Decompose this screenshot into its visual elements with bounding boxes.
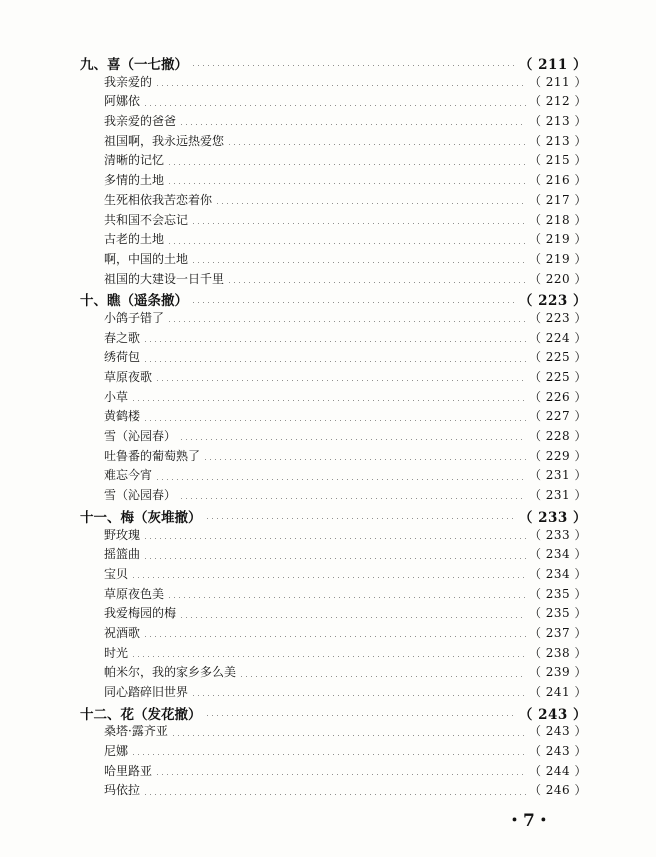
entry-page-number: （ 223 ）	[528, 310, 587, 325]
toc-entry	[80, 368, 587, 388]
toc-entry	[80, 73, 587, 93]
dot-leader	[191, 223, 526, 224]
entry-page-number: （ 225 ）	[528, 350, 587, 365]
entry-title: 黄鹤楼	[104, 409, 141, 424]
toc-entry	[80, 466, 587, 486]
entry-page-number: （ 218 ）	[528, 212, 587, 227]
dot-leader	[143, 105, 526, 106]
dot-leader	[143, 794, 526, 795]
entry-title: 清晰的记忆	[104, 153, 165, 168]
entry-title: 生死相依我苦恋着你	[104, 192, 213, 207]
dot-leader	[143, 636, 526, 637]
entry-title: 哈里路亚	[104, 763, 153, 778]
entry-title: 我亲爱的	[104, 74, 153, 89]
entry-title: 玛依拉	[104, 783, 141, 798]
dot-leader	[155, 774, 526, 775]
dot-leader	[167, 164, 526, 165]
entry-title: 小草	[104, 389, 129, 404]
toc-section-heading	[80, 703, 587, 723]
dot-leader	[179, 498, 526, 499]
entry-title: 啊，中国的土地	[104, 251, 189, 266]
entry-page-number: （ 233 ）	[518, 509, 587, 526]
entry-page-number: （ 226 ）	[528, 389, 587, 404]
dot-leader	[143, 558, 526, 559]
dot-leader	[227, 144, 526, 145]
entry-title: 祝酒歌	[104, 625, 141, 640]
entry-page-number: （ 217 ）	[528, 192, 587, 207]
entry-title: 摇篮曲	[104, 547, 141, 562]
table-of-contents	[80, 53, 587, 801]
entry-title: 吐鲁番的葡萄熟了	[104, 448, 201, 463]
entry-title: 十一、梅（灰堆撤）	[80, 509, 202, 526]
toc-entry	[80, 663, 587, 683]
dot-leader	[205, 518, 516, 519]
entry-title: 祖国啊，我永远热爱您	[104, 133, 225, 148]
entry-page-number: （ 224 ）	[528, 330, 587, 345]
entry-title: 共和国不会忘记	[104, 212, 189, 227]
toc-entry	[80, 427, 587, 447]
toc-entry	[80, 230, 587, 250]
entry-title: 十二、花（发花撤）	[80, 706, 202, 723]
toc-entry	[80, 624, 587, 644]
toc-entry	[80, 388, 587, 408]
entry-page-number: （ 219 ）	[528, 232, 587, 247]
toc-entry	[80, 604, 587, 624]
toc-entry	[80, 171, 587, 191]
entry-page-number: （ 223 ）	[518, 293, 587, 310]
entry-page-number: （ 213 ）	[528, 133, 587, 148]
entry-page-number: （ 241 ）	[528, 685, 587, 699]
entry-title: 雪（沁园春）	[104, 488, 177, 503]
entry-title: 十、瞧（遥条撤）	[80, 293, 188, 310]
toc-section-heading	[80, 506, 587, 526]
entry-title: 我爱梅园的梅	[104, 606, 177, 621]
entry-page-number: （ 227 ）	[528, 409, 587, 424]
toc-entry	[80, 211, 587, 231]
toc-entry	[80, 722, 587, 742]
entry-page-number: （ 225 ）	[528, 370, 587, 384]
entry-page-number: （ 215 ）	[528, 153, 587, 168]
dot-leader	[227, 282, 526, 283]
dot-leader	[191, 302, 516, 303]
entry-page-number: （ 229 ）	[528, 448, 587, 463]
entry-title: 祖国的大建设一日千里	[104, 271, 225, 286]
toc-entry	[80, 407, 587, 427]
entry-page-number: （ 243 ）	[518, 706, 587, 723]
entry-title: 我亲爱的爸爸	[104, 114, 177, 129]
dot-leader	[155, 85, 526, 86]
dot-leader	[167, 183, 526, 184]
entry-page-number: （ 228 ）	[528, 429, 587, 444]
dot-leader	[205, 715, 516, 716]
entry-title: 春之歌	[104, 330, 141, 345]
entry-page-number: （ 235 ）	[528, 606, 587, 621]
entry-title: 桑塔·露齐亚	[104, 724, 168, 739]
toc-entry	[80, 309, 587, 329]
dot-leader	[143, 341, 526, 342]
entry-title: 难忘今宵	[104, 468, 153, 483]
toc-entry	[80, 151, 587, 171]
toc-entry	[80, 545, 587, 565]
entry-title: 雪（沁园春）	[104, 429, 177, 444]
dot-leader	[191, 65, 516, 66]
entry-page-number: （ 212 ）	[528, 94, 587, 109]
entry-title: 草原夜歌	[104, 370, 153, 384]
toc-entry	[80, 447, 587, 467]
entry-page-number: （ 219 ）	[528, 251, 587, 266]
entry-title: 野玫瑰	[104, 527, 141, 542]
toc-entry	[80, 112, 587, 132]
dot-leader	[179, 124, 526, 125]
dot-leader	[155, 380, 526, 381]
dot-leader	[143, 420, 526, 421]
toc-entry	[80, 644, 587, 664]
entry-title: 时光	[104, 645, 129, 660]
toc-entry	[80, 742, 587, 762]
toc-entry	[80, 250, 587, 270]
entry-page-number: （ 243 ）	[528, 744, 587, 759]
dot-leader	[215, 203, 526, 204]
entry-title: 多情的土地	[104, 173, 165, 188]
toc-section-heading	[80, 53, 587, 73]
dot-leader	[167, 243, 526, 244]
toc-entry	[80, 585, 587, 605]
toc-entry	[80, 781, 587, 801]
toc-entry	[80, 526, 587, 546]
toc-entry	[80, 486, 587, 506]
entry-page-number: （ 238 ）	[528, 645, 587, 660]
toc-entry	[80, 683, 587, 703]
entry-page-number: （ 211 ）	[518, 57, 587, 73]
toc-entry	[80, 270, 587, 290]
dot-leader	[143, 361, 526, 362]
entry-page-number: （ 233 ）	[528, 527, 587, 542]
toc-entry	[80, 329, 587, 349]
dot-leader	[131, 754, 526, 755]
entry-page-number: （ 234 ）	[528, 566, 587, 581]
entry-page-number: （ 231 ）	[528, 488, 587, 503]
entry-title: 尼娜	[104, 744, 129, 759]
toc-section-heading	[80, 289, 587, 309]
dot-leader	[191, 262, 526, 263]
entry-page-number: （ 244 ）	[528, 763, 587, 778]
dot-leader	[179, 617, 526, 618]
toc-entry	[80, 132, 587, 152]
entry-page-number: （ 246 ）	[528, 783, 587, 798]
entry-title: 草原夜色美	[104, 586, 165, 601]
entry-page-number: （ 237 ）	[528, 625, 587, 640]
page-number-folio: ・7・	[506, 811, 552, 831]
dot-leader	[171, 735, 526, 736]
entry-page-number: （ 216 ）	[528, 173, 587, 188]
toc-entry	[80, 191, 587, 211]
toc-entry	[80, 565, 587, 585]
dot-leader	[167, 597, 526, 598]
toc-entry	[80, 348, 587, 368]
dot-leader	[239, 676, 526, 677]
entry-title: 同心踏碎旧世界	[104, 685, 189, 699]
entry-title: 古老的土地	[104, 232, 165, 247]
dot-leader	[167, 321, 526, 322]
entry-title: 九、喜（一七撤）	[80, 57, 188, 73]
entry-page-number: （ 235 ）	[528, 586, 587, 601]
entry-page-number: （ 243 ）	[528, 724, 587, 739]
dot-leader	[155, 479, 526, 480]
dot-leader	[131, 656, 526, 657]
toc-entry	[80, 92, 587, 112]
entry-title: 小鸽子错了	[104, 310, 165, 325]
dot-leader	[131, 577, 526, 578]
entry-title: 宝贝	[104, 566, 129, 581]
dot-leader	[179, 439, 526, 440]
toc-entry	[80, 762, 587, 782]
entry-title: 阿娜依	[104, 94, 141, 109]
entry-page-number: （ 231 ）	[528, 468, 587, 483]
entry-page-number: （ 220 ）	[528, 271, 587, 286]
dot-leader	[143, 538, 526, 539]
dot-leader	[191, 695, 526, 696]
entry-page-number: （ 239 ）	[528, 665, 587, 680]
dot-leader	[131, 400, 526, 401]
entry-page-number: （ 213 ）	[528, 114, 587, 129]
entry-title: 帕米尔，我的家乡多么美	[104, 665, 237, 680]
dot-leader	[203, 459, 526, 460]
entry-title: 绣荷包	[104, 350, 141, 365]
entry-page-number: （ 234 ）	[528, 547, 587, 562]
entry-page-number: （ 211 ）	[528, 74, 587, 89]
